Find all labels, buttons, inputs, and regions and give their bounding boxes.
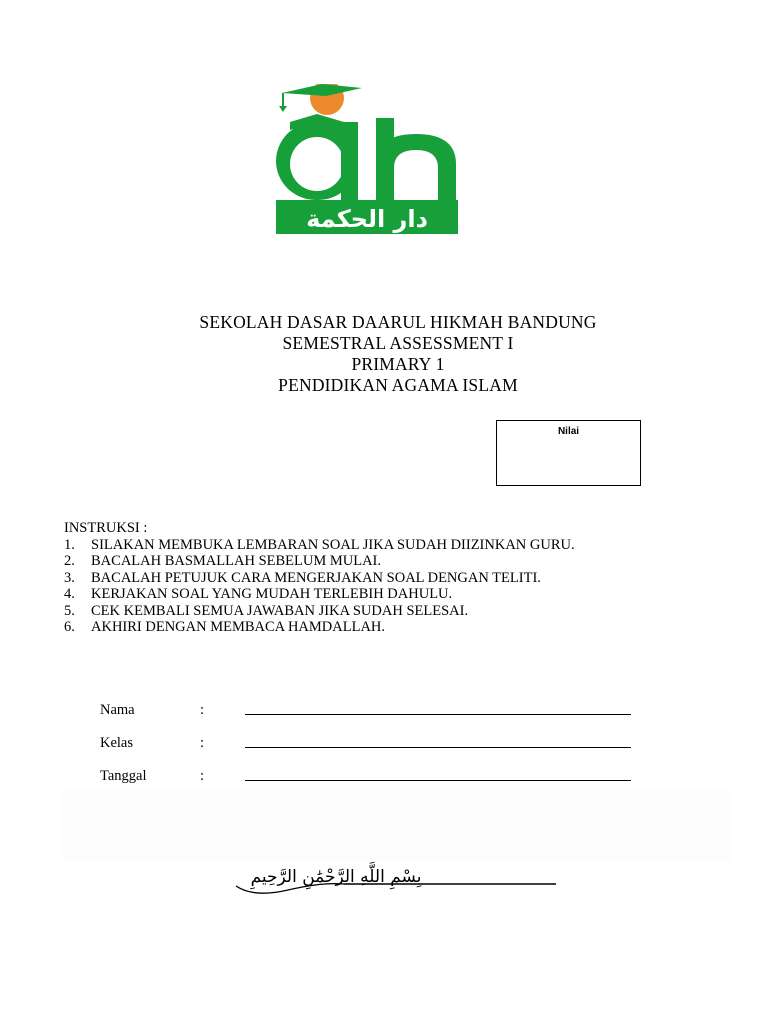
instruction-item: 1. SILAKAN MEMBUKA LEMBARAN SOAL JIKA SUDAH DIIZINKAN GURU. (64, 536, 575, 553)
school-name: SEKOLAH DASAR DAARUL HIKMAH BANDUNG (199, 312, 597, 332)
graduation-cap-icon (282, 84, 362, 96)
class-field-row (100, 733, 640, 766)
instruction-item: 5. CEK KEMBALI SEMUA JAWABAN JIKA SUDAH SELESAI. (64, 602, 469, 619)
name-field-row (100, 700, 640, 733)
subject-title: PENDIDIKAN AGAMA ISLAM (278, 375, 518, 395)
score-label: Nilai (557, 426, 580, 437)
instruction-item: 4. KERJAKAN SOAL YANG MUDAH TERLEBIH DAHULU. (64, 586, 453, 602)
basmalah-calligraphy (226, 854, 572, 904)
name-blank-line[interactable] (245, 714, 631, 715)
school-logo (274, 84, 460, 236)
field-colon: : (200, 735, 205, 751)
date-blank-line[interactable] (245, 780, 631, 781)
instruction-item: 6. AKHIRI DENGAN MEMBACA HAMDALLAH. (64, 619, 386, 635)
name-label: Nama (100, 702, 135, 718)
logo-arabic-text: دار الحكمة (306, 205, 428, 233)
instructions-title: INSTRUKSI : (64, 520, 148, 536)
shaded-area (62, 790, 732, 862)
field-colon: : (200, 702, 205, 718)
score-box[interactable] (496, 420, 641, 486)
basmalah-text: بِسْمِ اللَّهِ الرَّحْمَٰنِ الرَّحِيمِ (250, 867, 422, 887)
date-label: Tanggal (100, 768, 147, 784)
assessment-title: SEMESTRAL ASSESSMENT I (282, 333, 514, 353)
field-colon: : (200, 768, 205, 784)
class-blank-line[interactable] (245, 747, 631, 748)
instructions-block (64, 520, 744, 636)
document-heading (0, 312, 768, 396)
grade-level: PRIMARY 1 (351, 354, 445, 374)
class-label: Kelas (100, 735, 134, 751)
instruction-item: 2. BACALAH BASMALLAH SEBELUM MULAI. (64, 553, 382, 569)
instruction-item: 3. BACALAH PETUJUK CARA MENGERJAKAN SOAL DENGAN TELITI. (64, 569, 541, 586)
student-info-fields (100, 700, 640, 799)
